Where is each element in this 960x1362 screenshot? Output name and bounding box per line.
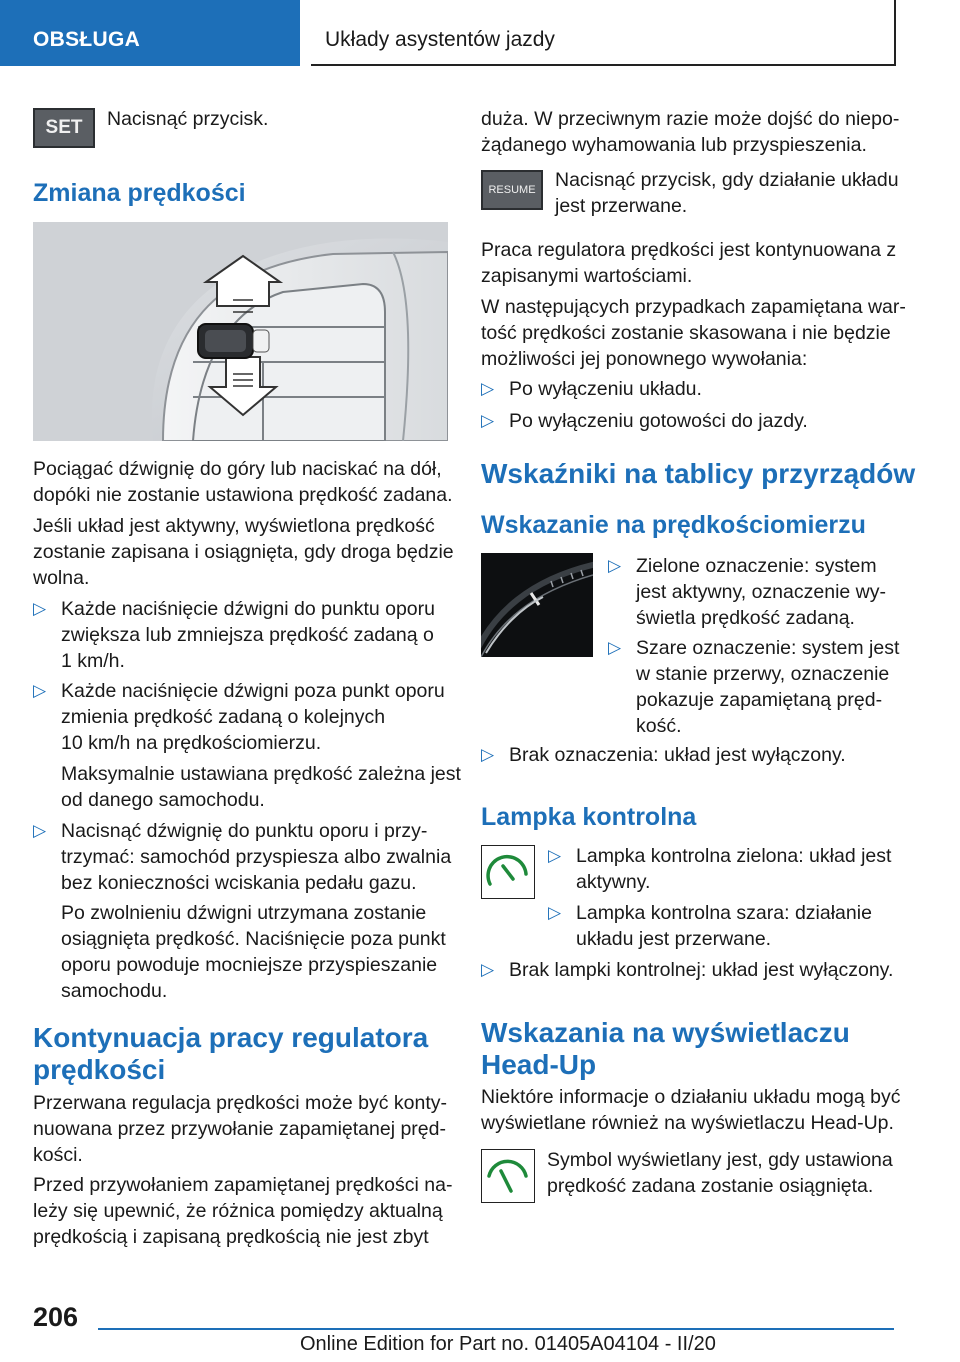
heading-lamp: Lampka kontrolna xyxy=(481,803,697,831)
set-button-icon: SET xyxy=(33,108,95,148)
bullet-hold: Nacisnąć dźwignię do punktu oporu i przy- trzymać: samochód przyspiesza albo zwalnia bez konieczności wciskania pedału gazu. xyxy=(61,820,452,894)
speedometer-illustration xyxy=(481,553,593,657)
speed-limiter-lamp-icon xyxy=(481,845,535,899)
bullet-drive-ready-off: Po wyłączeniu gotowości do jazdy. xyxy=(509,410,808,432)
section-title: OBSŁUGA xyxy=(33,28,141,51)
bullet-marker: ▷ xyxy=(481,745,495,764)
bullet-marker: ▷ xyxy=(481,960,495,979)
lamp-none: Brak lampki kontrolnej: układ jest wyłączony. xyxy=(509,959,894,981)
lamp-green: Lampka kontrolna zielona: układ jest aktywny. xyxy=(576,845,892,893)
continue-values-paragraph: Praca regulatora prędkości jest kontynuowana z zapisanymi wartościami. xyxy=(481,239,897,287)
speedometer-image xyxy=(481,553,593,657)
set-instruction: Nacisnąć przycisk. xyxy=(107,108,269,130)
bullet-marker: ▷ xyxy=(548,846,562,865)
reset-cases-paragraph: W następujących przypadkach zapamiętana war- tość prędkości zostanie skasowana i nie będzie możliwości jej ponownego wywołania: xyxy=(481,296,906,370)
footer-divider xyxy=(98,1328,894,1330)
speedo-grey-mark: Szare oznaczenie: system jest w stanie przerwy, oznaczenie pokazuje zapamiętaną pręd- kość. xyxy=(636,637,900,737)
steering-lever-illustration xyxy=(33,222,448,441)
max-speed-note: Maksymalnie ustawiana prędkość zależna jest od danego samochodu. xyxy=(61,763,461,811)
heading-speedometer: Wskazanie na prędkościomierzu xyxy=(481,511,866,539)
heading-hud: Wskazania na wyświetlaczu Head-Up xyxy=(481,1017,850,1080)
continued-paragraph: duża. W przeciwnym razie może dojść do niepo- żądanego wyhamowania lub przyspieszenia. xyxy=(481,108,900,156)
chapter-title: Układy asystentów jazdy xyxy=(325,28,555,51)
bullet-marker: ▷ xyxy=(481,379,495,398)
bullet-marker: ▷ xyxy=(33,821,47,840)
resume-instruction: Nacisnąć przycisk, gdy działanie układu jest przerwane. xyxy=(555,169,899,217)
heading-resume: Kontynuacja pracy regulatora prędkości xyxy=(33,1022,429,1085)
resume-button-icon: RESUME xyxy=(481,170,543,210)
active-paragraph: Jeśli układ jest aktywny, wyświetlona prędkość zostanie zapisana i osiągnięta, gdy droga będzie wolna. xyxy=(33,515,454,589)
steering-lever-image xyxy=(33,222,448,441)
resume-paragraph: Przerwana regulacja prędkości może być konty- nuowana przez przywołanie zapamiętanej pręd- kości. xyxy=(33,1092,448,1166)
resume-warning-paragraph: Przed przywołaniem zapamiętanej prędkości na- leży się upewnić, że różnica pomiędzy aktualną prędkością i zapisaną prędkością nie jest zbyt xyxy=(33,1174,453,1248)
bullet-marker: ▷ xyxy=(481,411,495,430)
hud-symbol-icon xyxy=(481,1149,535,1203)
bullet-1km: Każde naciśnięcie dźwigni do punktu oporu zwiększa lub zmniejsza prędkość zadaną o 1 km/h. xyxy=(61,598,435,672)
gauge-icon xyxy=(482,846,533,897)
speedo-no-mark: Brak oznaczenia: układ jest wyłączony. xyxy=(509,744,846,766)
bullet-10km: Każde naciśnięcie dźwigni poza punkt oporu zmienia prędkość zadaną o kolejnych 10 km/h na prędkościomierzu. xyxy=(61,680,445,754)
hud-paragraph: Niektóre informacje o działaniu układu mogą być wyświetlane również na wyświetlaczu Head-Up. xyxy=(481,1086,901,1134)
heading-indicators: Wskaźniki na tablicy przyrządów xyxy=(481,458,916,489)
bullet-marker: ▷ xyxy=(608,638,622,657)
speedo-green-mark: Zielone oznaczenie: system jest aktywny, oznaczenie wy- świetla prędkość zadaną. xyxy=(636,555,886,629)
bullet-marker: ▷ xyxy=(33,599,47,618)
bullet-marker: ▷ xyxy=(548,903,562,922)
section-tab xyxy=(0,0,300,66)
lamp-grey: Lampka kontrolna szara: działanie układu jest przerwane. xyxy=(576,902,872,950)
hud-symbol-text: Symbol wyświetlany jest, gdy ustawiona prędkość zadana zostanie osiągnięta. xyxy=(547,1149,893,1197)
bullet-marker: ▷ xyxy=(33,681,47,700)
lever-paragraph: Pociągać dźwignię do góry lub naciskać na dół, dopóki nie zostanie ustawiona prędkość zadana. xyxy=(33,458,453,506)
gauge-icon xyxy=(482,1150,533,1201)
release-note: Po zwolnieniu dźwigni utrzymana zostanie osiągnięta prędkość. Naciśnięcie poza punkt oporu powoduje mocniejsze przyspieszanie samochodu. xyxy=(61,902,446,1002)
bullet-marker: ▷ xyxy=(608,556,622,575)
footer-edition: Online Edition for Part no. 01405A04104 - II/20 xyxy=(300,1333,716,1355)
bullet-system-off: Po wyłączeniu układu. xyxy=(509,378,702,400)
heading-change-speed: Zmiana prędkości xyxy=(33,179,246,207)
chapter-header xyxy=(311,0,896,66)
page-number: 206 xyxy=(33,1302,79,1332)
